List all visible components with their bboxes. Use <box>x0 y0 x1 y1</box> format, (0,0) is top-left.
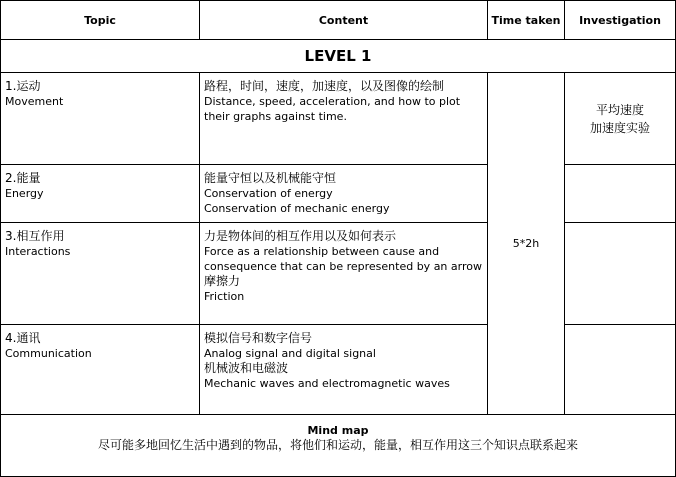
content-en: Mechanic waves and electromagnetic waves <box>204 377 450 390</box>
header-topic: Topic <box>1 1 200 40</box>
content-zh: 能量守恒以及机械能守恒 <box>204 171 337 185</box>
topic-cell <box>1 325 200 415</box>
mind-map-row <box>1 415 676 477</box>
level-row <box>1 40 676 73</box>
content-cell <box>200 223 488 325</box>
content-zh: 摩擦力 <box>204 274 241 288</box>
topic-en: Communication <box>5 347 92 360</box>
table-row <box>1 223 676 325</box>
content-en: Analog signal and digital signal <box>204 347 376 360</box>
header-row <box>1 1 676 40</box>
mind-map-text: 尽可能多地回忆生活中遇到的物品，将他们和运动，能量，相互作用这三个知识点联系起来 <box>97 438 578 452</box>
investigation-cell <box>565 73 676 165</box>
topic-zh: 1.运动 <box>5 79 41 93</box>
content-en: Distance, speed, acceleration, and how to plot their graphs against time. <box>204 95 461 123</box>
header-time-taken: Time taken <box>488 1 565 40</box>
topic-cell <box>1 165 200 223</box>
content-en: Force as a relationship between cause and consequence that can be represented by an arrow <box>204 245 482 273</box>
header-investigation: Investigation <box>565 1 676 40</box>
topic-zh: 3.相互作用 <box>5 229 65 243</box>
topic-en: Interactions <box>5 245 71 258</box>
content-zh: 机械波和电磁波 <box>204 361 289 375</box>
header-content: Content <box>200 1 488 40</box>
content-en: Friction <box>204 290 245 303</box>
content-zh: 力是物体间的相互作用以及如何表示 <box>204 229 397 243</box>
mind-map-title: Mind map <box>307 424 369 437</box>
topic-cell <box>1 73 200 165</box>
investigation-item: 加速度实验 <box>589 121 650 135</box>
topic-en: Energy <box>5 187 44 200</box>
table-row <box>1 73 676 165</box>
content-cell <box>200 73 488 165</box>
topic-zh: 2.能量 <box>5 171 41 185</box>
investigation-cell <box>565 325 676 415</box>
table-row <box>1 325 676 415</box>
content-cell <box>200 165 488 223</box>
investigation-cell <box>565 165 676 223</box>
content-cell <box>200 325 488 415</box>
topic-cell <box>1 223 200 325</box>
content-en: Conservation of mechanic energy <box>204 202 390 215</box>
content-zh: 模拟信号和数字信号 <box>204 331 313 345</box>
topic-zh: 4.通讯 <box>5 331 41 345</box>
content-zh: 路程，时间，速度，加速度，以及图像的绘制 <box>204 79 445 93</box>
mind-map-cell <box>1 415 676 477</box>
level-title: LEVEL 1 <box>1 40 676 73</box>
table-row <box>1 165 676 223</box>
content-en: Conservation of energy <box>204 187 333 200</box>
investigation-item: 平均速度 <box>595 103 644 117</box>
investigation-cell <box>565 223 676 325</box>
topic-en: Movement <box>5 95 64 108</box>
time-taken-cell: 5*2h <box>488 73 565 415</box>
